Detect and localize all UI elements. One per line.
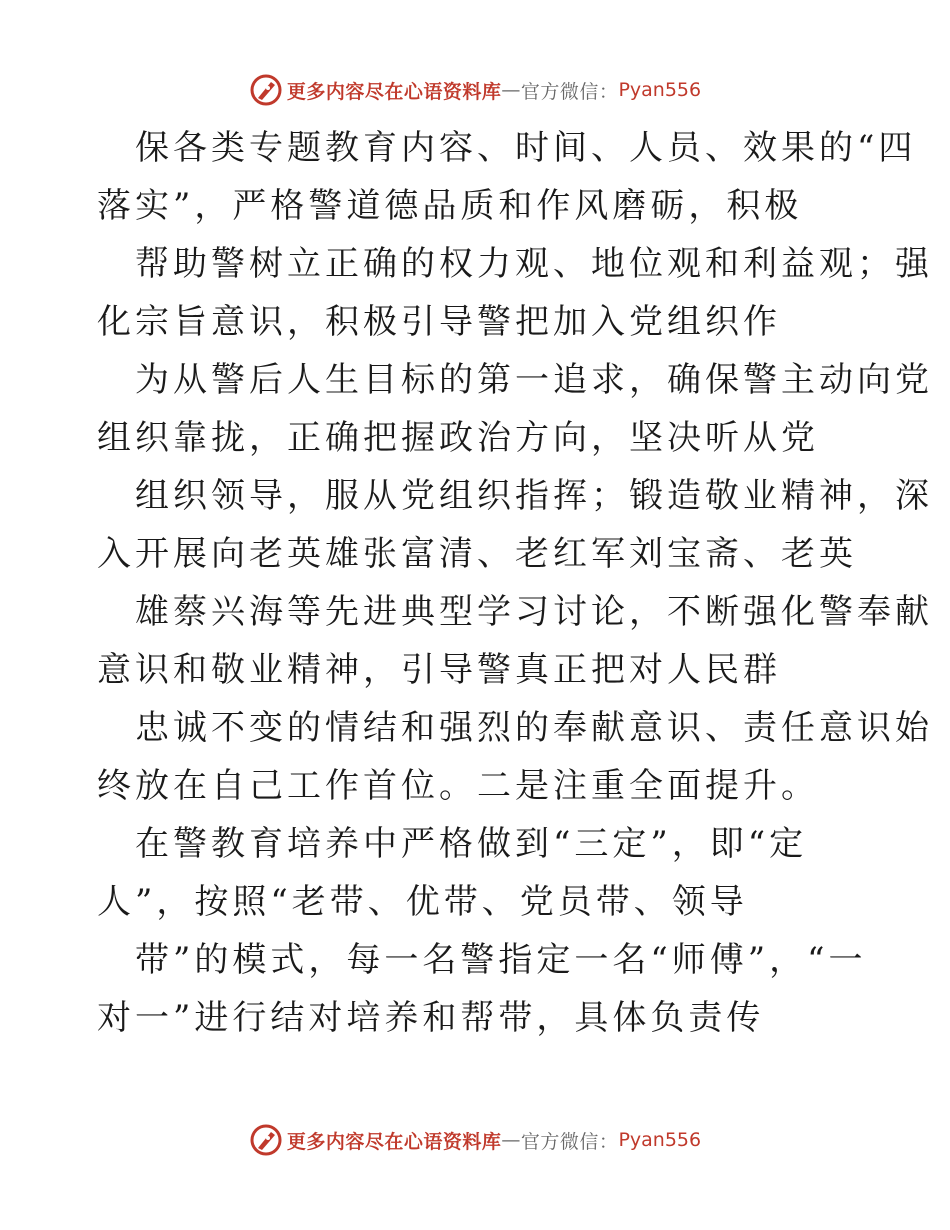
text-line: 保各类专题教育内容、时间、人员、效果的“四 <box>135 128 917 168</box>
banner-separator: — <box>501 79 521 101</box>
pen-logo-icon <box>249 1123 283 1157</box>
pen-logo-icon <box>249 73 283 107</box>
banner-site-text: 更多内容尽在心语资料库 <box>286 1130 502 1153</box>
text-line: 忠诚不变的情结和强烈的奉献意识、责任意识始 <box>135 708 933 748</box>
banner-wechat-id: Pyan556 <box>618 1129 702 1151</box>
banner-wechat-id: Pyan556 <box>618 79 702 101</box>
text-line: 终放在自己工作首位。二是注重全面提升。 <box>97 766 819 806</box>
banner-separator: — <box>501 1129 521 1151</box>
text-line: 人”，按照“老带、优带、党员带、领导 <box>97 882 748 922</box>
text-line: 组织靠拢，正确把握政治方向，坚决听从党 <box>97 418 819 458</box>
text-line: 落实”，严格警道德品质和作风磨砺，积极 <box>97 186 803 226</box>
banner-wechat-label: 官方微信： <box>520 1130 619 1153</box>
text-line: 在警教育培养中严格做到“三定”，即“定 <box>135 824 808 864</box>
banner-wechat-label: 官方微信： <box>520 80 619 103</box>
header-banner <box>0 70 950 110</box>
text-line: 意识和敬业精神，引导警真正把对人民群 <box>97 650 781 690</box>
text-line: 帮助警树立正确的权力观、地位观和利益观；强 <box>135 244 933 284</box>
banner-site-text: 更多内容尽在心语资料库 <box>286 80 502 103</box>
footer-banner <box>0 1120 950 1160</box>
text-line: 雄蔡兴海等先进典型学习讨论，不断强化警奉献 <box>135 592 933 632</box>
text-line: 化宗旨意识，积极引导警把加入党组织作 <box>97 302 781 342</box>
text-line: 带”的模式，每一名警指定一名“师傅”，“一 <box>135 940 867 980</box>
text-line: 入开展向老英雄张富清、老红军刘宝斋、老英 <box>97 534 857 574</box>
text-line: 组织领导，服从党组织指挥；锻造敬业精神，深 <box>135 476 933 516</box>
text-line: 为从警后人生目标的第一追求，确保警主动向党 <box>135 360 933 400</box>
text-line: 对一”进行结对培养和帮带，具体负责传 <box>97 998 765 1038</box>
